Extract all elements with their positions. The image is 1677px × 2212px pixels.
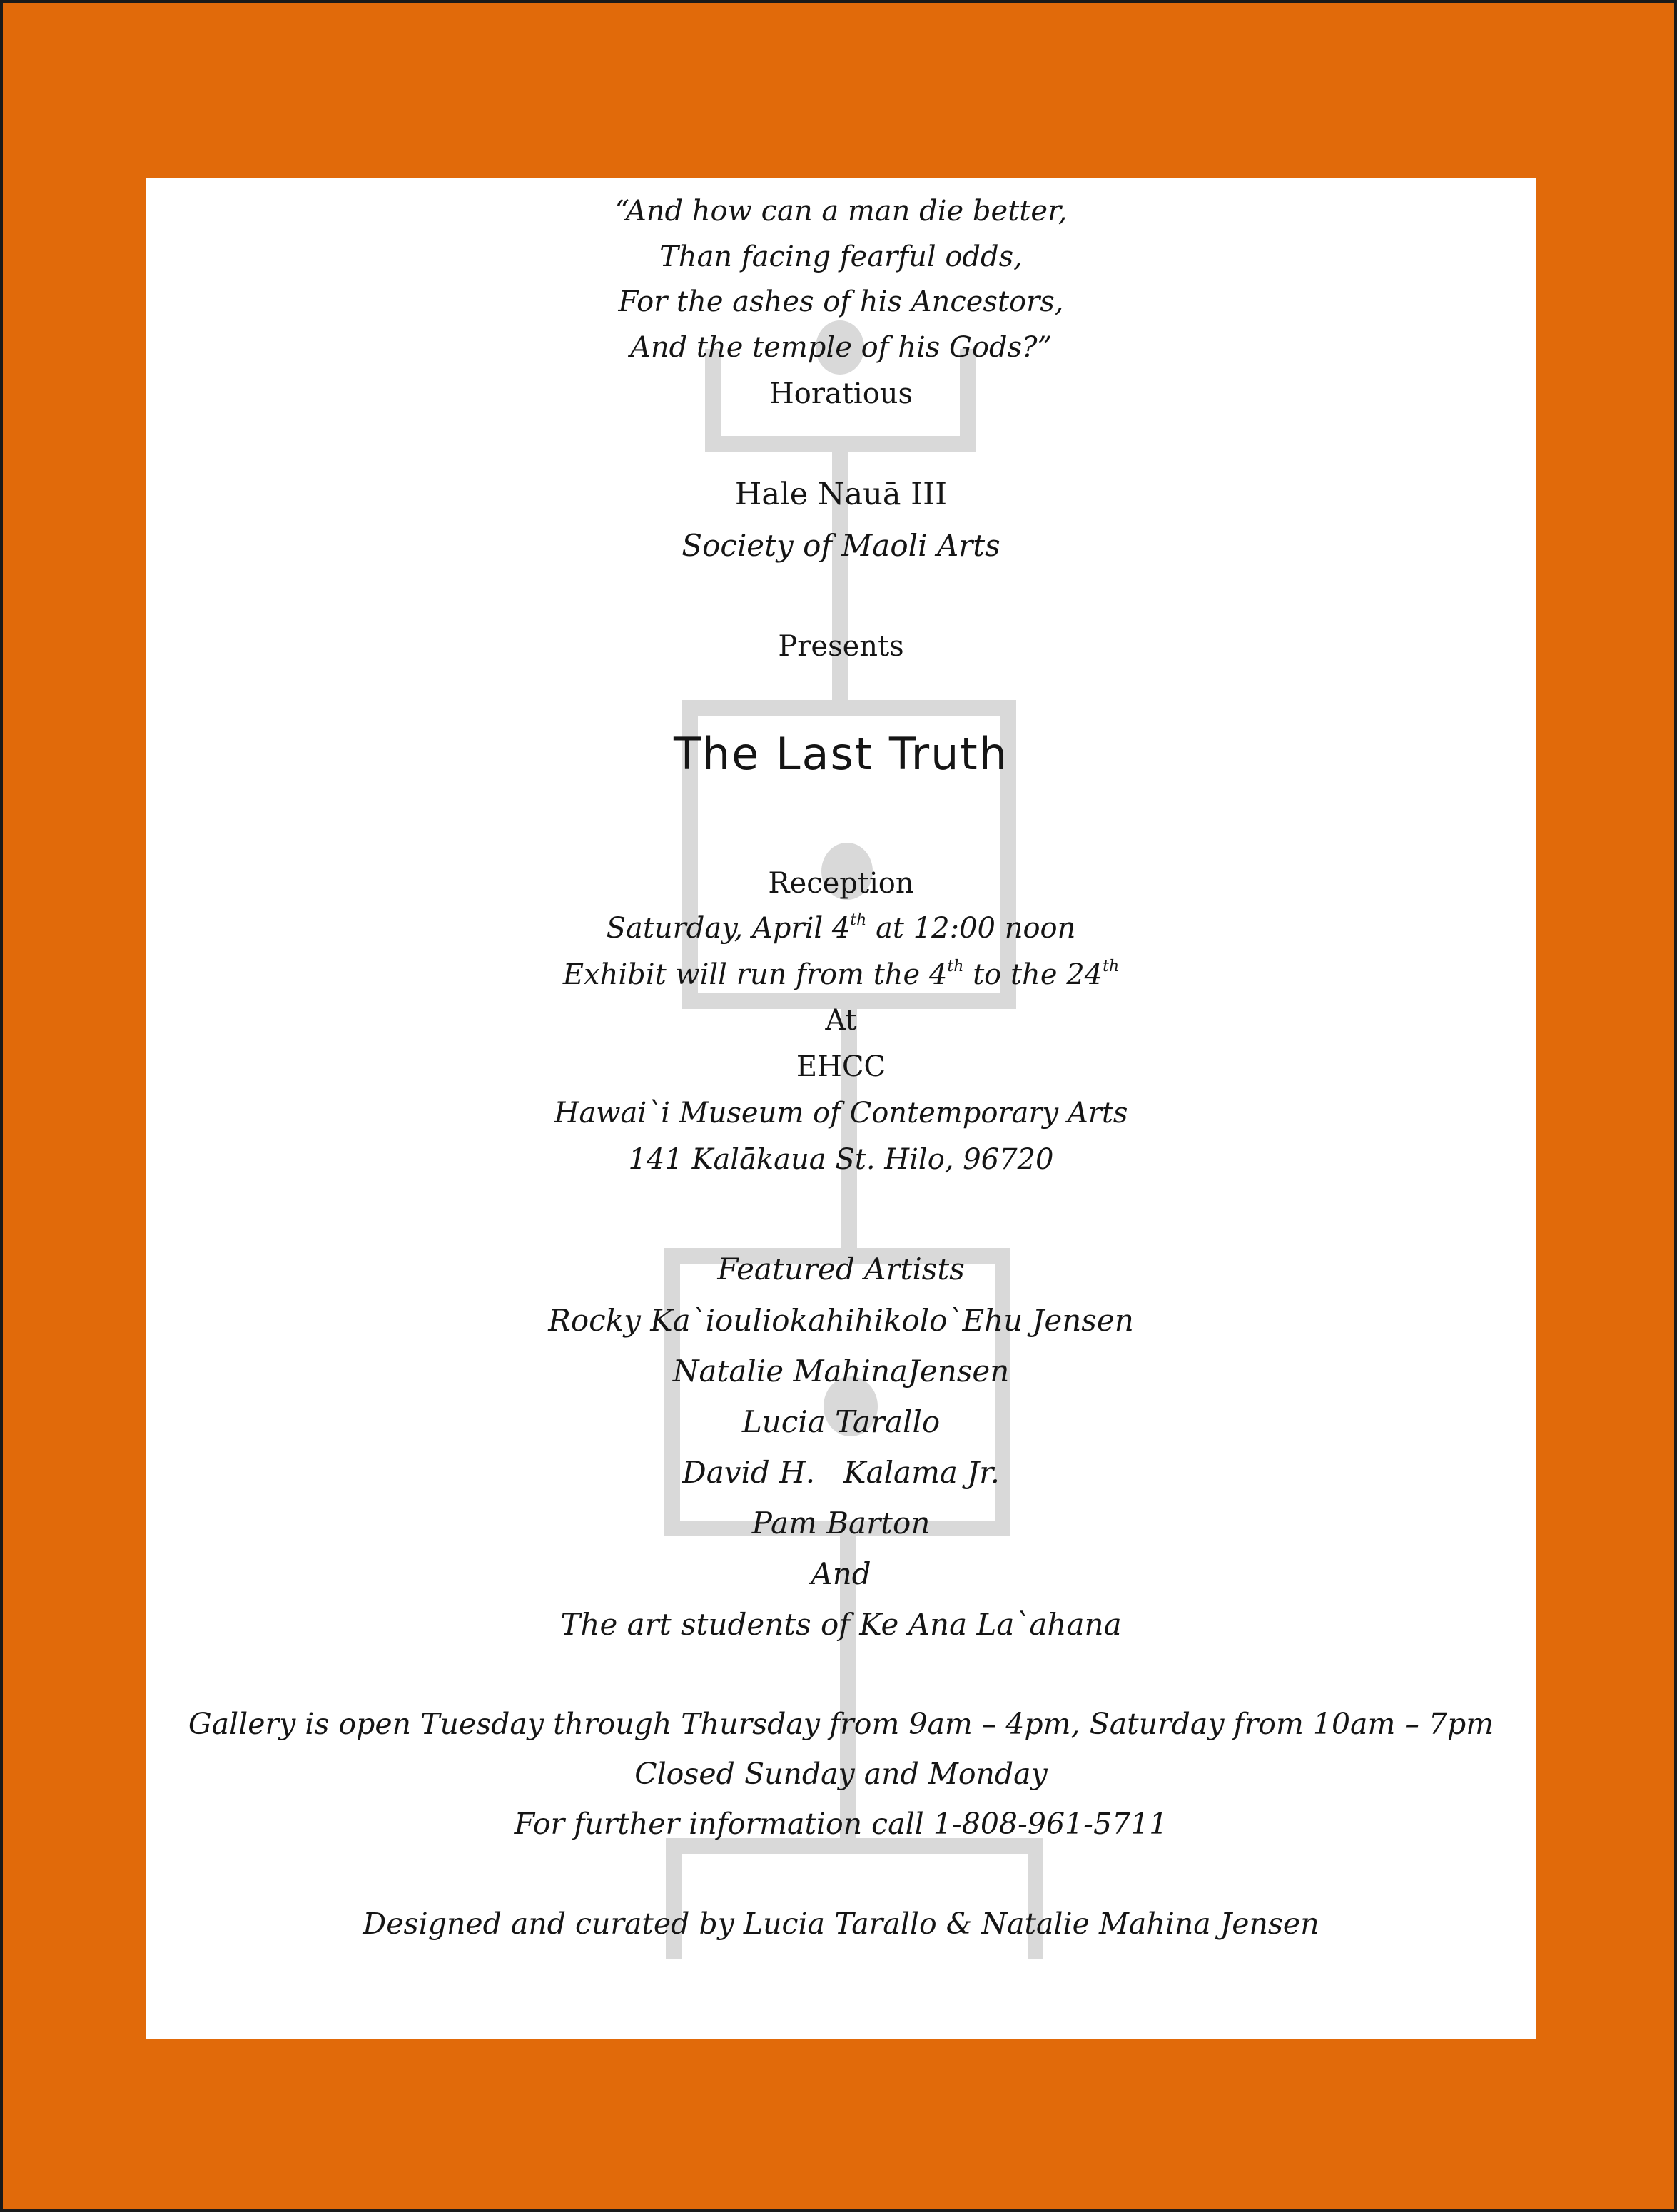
venue-name: Hawai`i Museum of Contemporary Arts bbox=[554, 1097, 1128, 1130]
artists-and: And bbox=[811, 1556, 871, 1591]
contact-phone-line: For further information call 1-808-961-5711 bbox=[514, 1807, 1168, 1841]
quote-line-1: “And how can a man die better, bbox=[614, 195, 1068, 228]
reception-date: Saturday, April 4th at 12:00 noon bbox=[606, 911, 1076, 945]
gallery-hours: Gallery is open Tuesday through Thursday from 9am – 4pm, Saturday from 10am – 7pm bbox=[188, 1707, 1494, 1741]
quote-attribution: Horatious bbox=[769, 377, 913, 410]
presents-label: Presents bbox=[778, 630, 904, 663]
artist-name: Rocky Ka`iouliokahihikolo`Ehu Jensen bbox=[548, 1303, 1134, 1338]
reception-heading: Reception bbox=[768, 867, 914, 900]
artist-name: Natalie MahinaJensen bbox=[672, 1354, 1010, 1389]
artist-name: Lucia Tarallo bbox=[741, 1404, 941, 1439]
quote-line-2: Than facing fearful odds, bbox=[659, 240, 1023, 273]
quote-line-4: And the temple of his Gods?” bbox=[629, 331, 1053, 364]
invitation-paper bbox=[146, 178, 1536, 2039]
artist-name: The art students of Ke Ana La`ahana bbox=[560, 1607, 1122, 1642]
artists-heading: Featured Artists bbox=[717, 1252, 965, 1287]
quote-line-3: For the ashes of his Ancestors, bbox=[618, 285, 1064, 318]
venue-abbreviation: EHCC bbox=[796, 1050, 886, 1083]
exhibit-title: The Last Truth bbox=[673, 728, 1009, 780]
orange-border-frame bbox=[3, 3, 1674, 2209]
organization-name: Hale Nauā III bbox=[734, 477, 948, 512]
design-credits: Designed and curated by Lucia Tarallo & Natalie Mahina Jensen bbox=[363, 1907, 1319, 1941]
organization-subtitle: Society of Maoli Arts bbox=[682, 528, 1000, 563]
exhibit-run-dates: Exhibit will run from the 4th to the 24th bbox=[562, 958, 1120, 991]
artist-name: Pam Barton bbox=[751, 1506, 931, 1541]
venue-address: 141 Kalākaua St. Hilo, 96720 bbox=[628, 1143, 1054, 1176]
gallery-closed-days: Closed Sunday and Monday bbox=[634, 1757, 1048, 1791]
artist-name: David H. Kalama Jr. bbox=[682, 1455, 1000, 1490]
venue-at: At bbox=[825, 1004, 857, 1037]
